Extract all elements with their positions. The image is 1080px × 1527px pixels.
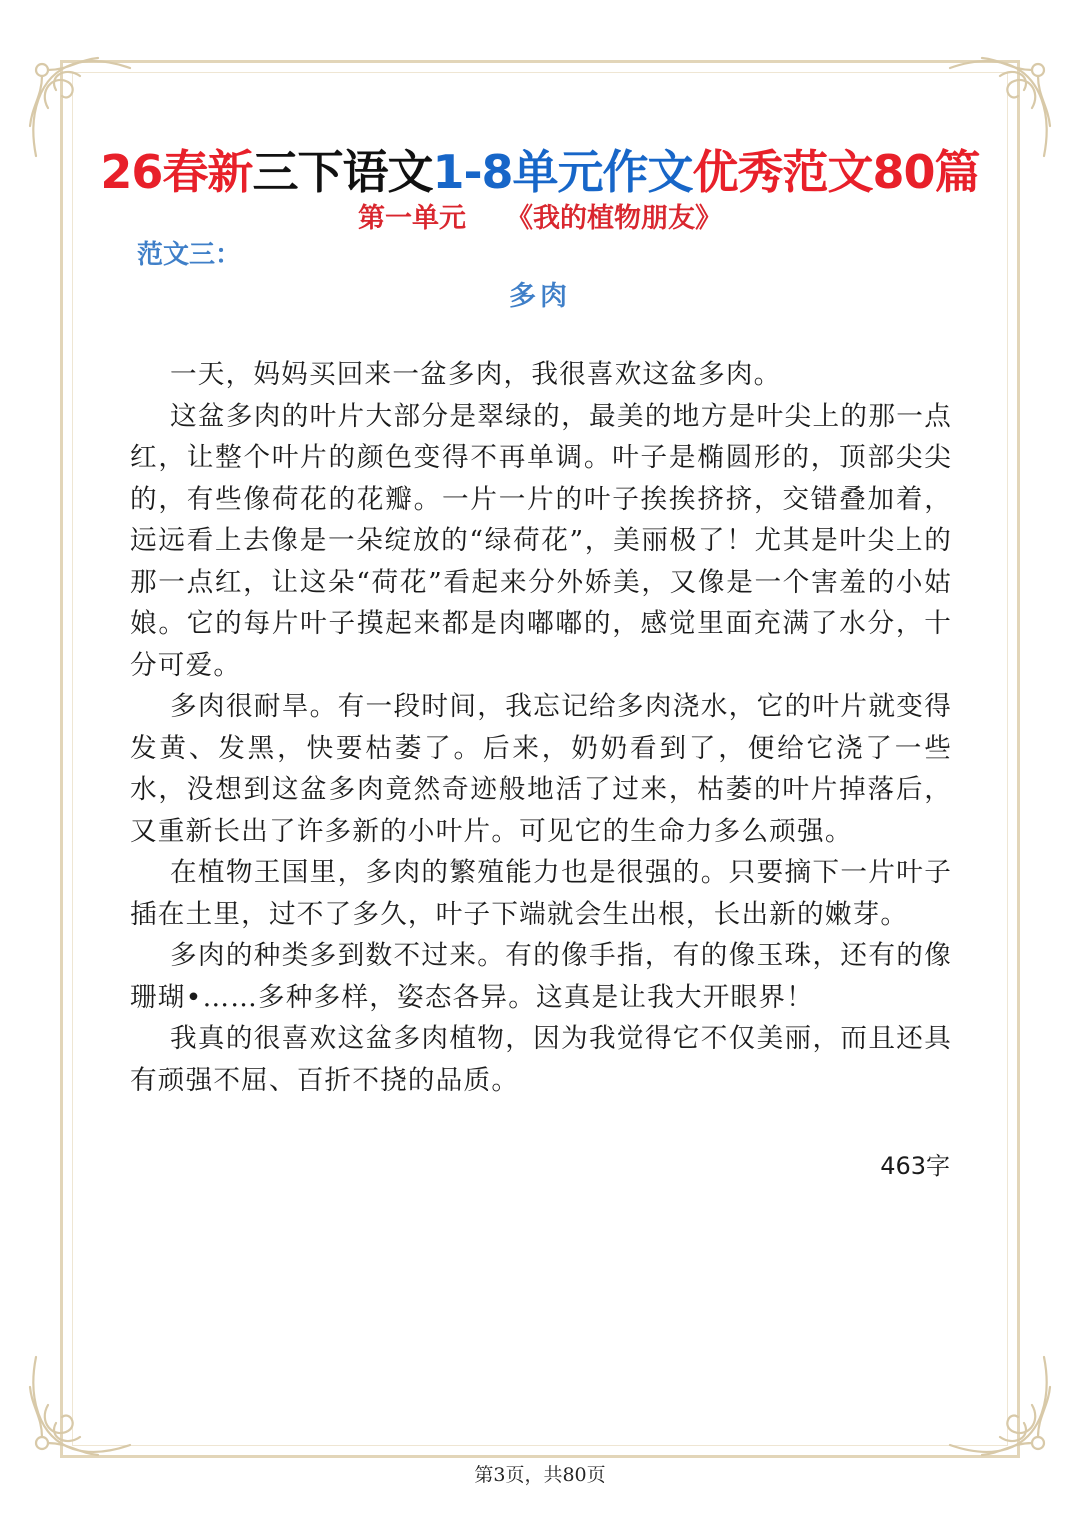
essay-paragraph: 这盆多肉的叶片大部分是翠绿的，最美的地方是叶尖上的那一点红，让整个叶片的颜色变得不再单调。叶子是椭圆形的，顶部尖尖的，有些像荷花的花瓣。一片一片的叶子挨挨挤挤，交错叠加着，远远看上去像是一朵绽放的“绿荷花”，美丽极了！尤其是叶尖上的那一点红，让这朵“荷花”看起来分外娇美，又像是一个害羞的小姑娘。它的每片叶子摸起来都是肉嘟嘟的，感觉里面充满了水分，十分可爱。	[130, 400, 952, 681]
sample-label: 范文三：	[137, 240, 242, 270]
page-title	[0, 136, 1080, 202]
title-part-4: 优秀范文80篇	[692, 145, 980, 199]
essay-paragraph: 一天，妈妈买回来一盆多肉，我很喜欢这盆多肉。	[170, 359, 782, 390]
essay-paragraph: 在植物王国里，多肉的繁殖能力也是很强的。只要摘下一片叶子插在土里，过不了多久，叶子下端就会生出根，长出新的嫩芽。	[130, 857, 952, 930]
subtitle-topic: 《我的植物朋友》	[506, 203, 722, 234]
essay-paragraph: 多肉的种类多到数不过来。有的像手指，有的像玉珠，还有的像珊瑚•……多种多样，姿态各异。这真是让我大开眼界！	[130, 940, 952, 1013]
essay-body	[130, 354, 952, 1101]
title-part-2: 三下语文	[252, 145, 433, 199]
corner-ornament-icon	[942, 1347, 1062, 1467]
essay-paragraph: 多肉很耐旱。有一段时间，我忘记给多肉浇水，它的叶片就变得发黄、发黑，快要枯萎了。后来，奶奶看到了，便给它浇了一些水，没想到这盆多肉竟然奇迹般地活了过来，枯萎的叶片掉落后，又重新长出了许多新的小叶片。可见它的生命力多么顽强。	[130, 691, 952, 847]
subtitle-unit: 第一单元	[358, 203, 466, 234]
subtitle	[0, 196, 1080, 235]
corner-ornament-icon	[18, 1347, 138, 1467]
essay-paragraph: 我真的很喜欢这盆多肉植物，因为我觉得它不仅美丽，而且还具有顽强不屈、百折不挠的品质。	[130, 1023, 952, 1096]
title-part-3: 1-8单元作文	[432, 145, 693, 199]
word-count: 463字	[880, 1152, 950, 1180]
title-part-1: 26春新	[100, 145, 253, 199]
essay-title: 多肉	[509, 281, 571, 312]
page-number: 第3页，共80页	[474, 1464, 606, 1486]
